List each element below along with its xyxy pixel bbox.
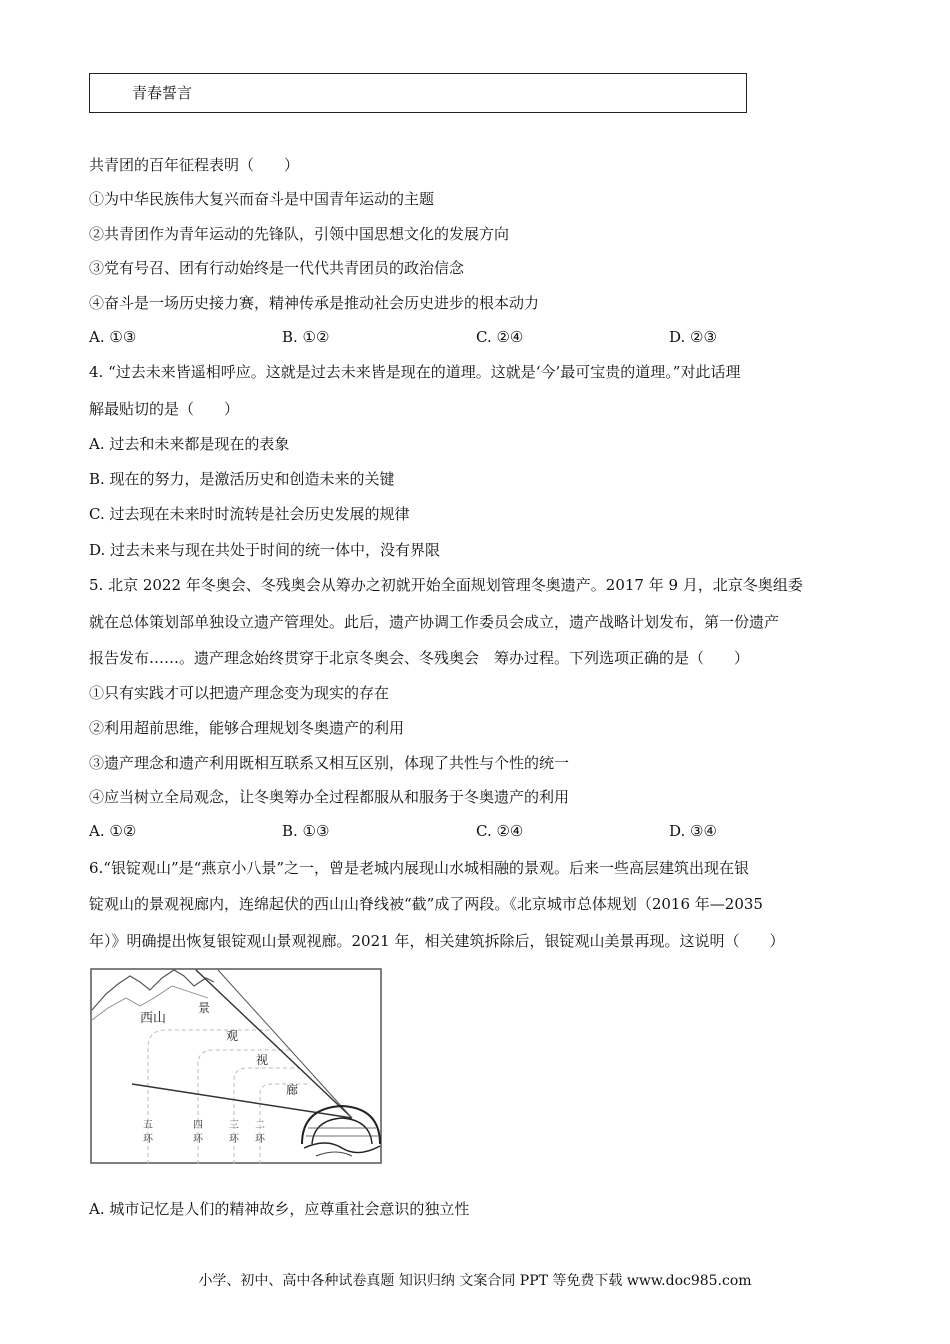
label-ring-4-unit: 环	[193, 1134, 203, 1145]
page-footer: 小学、初中、高中各种试卷真题 知识归纳 文案合同 PPT 等免费下载 www.doc985.com	[198, 1273, 752, 1289]
label-corridor-2: 观	[226, 1029, 239, 1043]
q6-stem-line-3: 年）》明确提出恢复银锭观山景观视廊。2021 年，相关建筑拆除后，银锭观山美景再现。这说明（ ）	[89, 932, 785, 950]
label-ring-3-unit: 环	[229, 1134, 239, 1145]
label-corridor-1: 景	[198, 1001, 211, 1015]
view-corridor-figure	[90, 968, 382, 1164]
q3-option-b[interactable]: B. ①②	[282, 328, 330, 346]
q3-option-d[interactable]: D. ②③	[669, 328, 717, 346]
label-ring-4-num: 四	[193, 1120, 203, 1131]
label-ring-5-num: 五	[143, 1120, 153, 1131]
q6-stem-line-2: 锭观山的景观视廊内，连绵起伏的西山山脊线被“截”成了两段。《北京城市总体规划（2016 年—2035	[89, 895, 763, 913]
label-corridor-3: 视	[256, 1053, 269, 1067]
q4-option-a[interactable]: A. 过去和未来都是现在的表象	[89, 435, 290, 453]
q5-stem-line-1: 5. 北京 2022 年冬奥会、冬残奥会从筹办之初就开始全面规划管理冬奥遗产。2017 年 9 月，北京冬奥组委	[89, 576, 803, 594]
label-corridor-4: 廊	[286, 1083, 299, 1097]
q3-statement-3: ③党有号召、团有行动始终是一代代共青团员的政治信念	[89, 259, 465, 277]
label-ring-3-num: 三	[229, 1120, 239, 1131]
motto-title: 青春誓言	[132, 84, 193, 102]
q5-statement-3: ③遗产理念和遗产利用既相互联系又相互区别，体现了共性与个性的统一	[89, 754, 570, 772]
q6-option-a[interactable]: A. 城市记忆是人们的精神故乡，应尊重社会意识的独立性	[89, 1200, 470, 1218]
q3-statement-1: ①为中华民族伟大复兴而奋斗是中国青年运动的主题	[89, 190, 435, 208]
q5-option-b[interactable]: B. ①③	[282, 822, 330, 840]
label-ring-5-unit: 环	[143, 1134, 153, 1145]
q3-option-c[interactable]: C. ②④	[476, 328, 524, 346]
q5-statement-1: ①只有实践才可以把遗产理念变为现实的存在	[89, 684, 390, 702]
q5-option-c[interactable]: C. ②④	[476, 822, 524, 840]
q4-stem-line-2: 解最贴切的是（ ）	[89, 400, 240, 418]
q5-option-a[interactable]: A. ①②	[89, 822, 137, 840]
q5-statement-4: ④应当树立全局观念，让冬奥筹办全过程都服从和服务于冬奥遗产的利用	[89, 788, 570, 806]
q3-statement-4: ④奋斗是一场历史接力赛，精神传承是推动社会历史进步的根本动力	[89, 294, 540, 312]
q4-option-b[interactable]: B. 现在的努力，是激活历史和创造未来的关键	[89, 470, 395, 488]
label-ring-2-unit: 环	[255, 1134, 265, 1145]
q4-stem-line-1: 4. “过去未来皆遥相呼应。这就是过去未来皆是现在的道理。这就是‘今’最可宝贵的道理。”对此话理	[89, 363, 741, 381]
label-ring-2-num: 二	[255, 1120, 265, 1131]
q5-stem-line-3: 报告发布……。遗产理念始终贯穿于北京冬奥会、冬残奥会 筹办过程。下列选项正确的是（ ）	[89, 649, 750, 667]
q6-stem-line-1: 6.“银锭观山”是“燕京小八景”之一，曾是老城内展现山水城相融的景观。后来一些高层建筑出现在银	[89, 859, 749, 877]
q3-option-a[interactable]: A. ①③	[89, 328, 137, 346]
q3-stem: 共青团的百年征程表明（ ）	[89, 156, 300, 174]
label-west-mountain: 西山	[140, 1011, 167, 1026]
q4-option-d[interactable]: D. 过去未来与现在共处于时间的统一体中，没有界限	[89, 541, 441, 559]
q5-stem-line-2: 就在总体策划部单独设立遗产管理处。此后，遗产协调工作委员会成立，遗产战略计划发布，第一份遗产	[89, 613, 780, 631]
q3-statement-2: ②共青团作为青年运动的先锋队，引领中国思想文化的发展方向	[89, 225, 510, 243]
q5-option-d[interactable]: D. ③④	[669, 822, 717, 840]
motto-box	[89, 73, 747, 113]
q5-statement-2: ②利用超前思维，能够合理规划冬奥遗产的利用	[89, 719, 405, 737]
q4-option-c[interactable]: C. 过去现在未来时时流转是社会历史发展的规律	[89, 505, 410, 523]
